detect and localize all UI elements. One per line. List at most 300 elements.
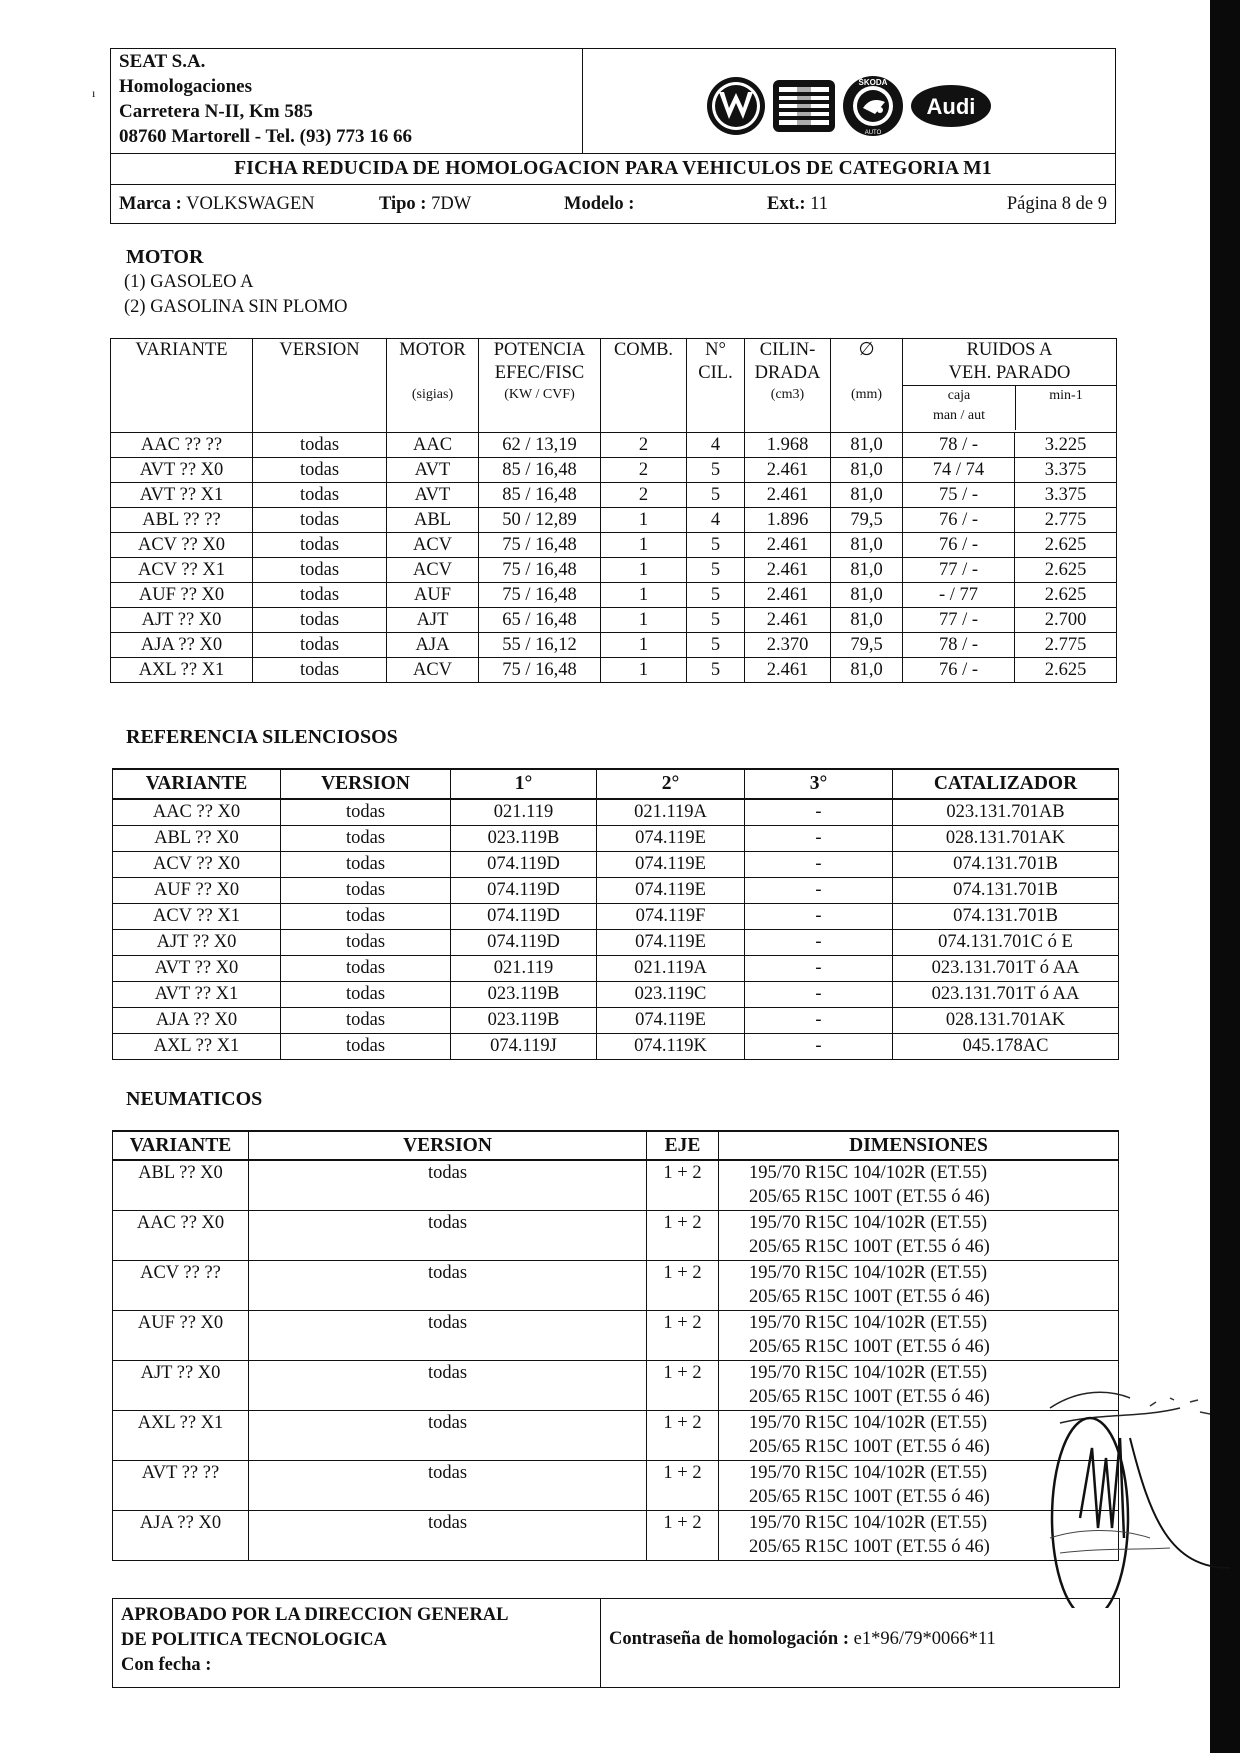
motor-cell: 2.775 — [1015, 508, 1117, 533]
brand-logos — [583, 49, 1115, 153]
silenciosos-cell: 023.119C — [597, 982, 745, 1008]
motor-cell: 2 — [601, 458, 687, 483]
page-number: Página 8 de 9 — [1006, 194, 1107, 214]
motor-cell: 75 / 16,48 — [479, 583, 601, 608]
motor-cell: 50 / 12,89 — [479, 508, 601, 533]
motor-table-body — [111, 433, 1117, 683]
motor-cell: AJA — [387, 633, 479, 658]
neumaticos-header-cell: DIMENSIONES — [719, 1131, 1119, 1160]
motor-cell: 77 / - — [903, 558, 1015, 583]
motor-row — [111, 558, 1117, 583]
motor-cell: 2.775 — [1015, 633, 1117, 658]
motor-cell: 1 — [601, 633, 687, 658]
col-ruidos-label: RUIDOS A — [966, 340, 1053, 360]
col-ruidos — [903, 339, 1117, 433]
col-comb: COMB. — [601, 339, 687, 433]
silenciosos-header-cell: 1° — [451, 769, 597, 799]
motor-cell: 76 / - — [903, 658, 1015, 683]
silenciosos-cell: 074.131.701B — [893, 904, 1119, 930]
motor-cell: AAC — [387, 433, 479, 458]
motor-cell: AJT — [387, 608, 479, 633]
approval-date-label: Con fecha : — [121, 1655, 212, 1675]
silenciosos-cell: 074.131.701B — [893, 852, 1119, 878]
silenciosos-row — [113, 799, 1119, 826]
motor-cell: ACV — [387, 533, 479, 558]
motor-cell: - / 77 — [903, 583, 1015, 608]
motor-cell: AJA ?? X0 — [111, 633, 253, 658]
silenciosos-cell: 074.119K — [597, 1034, 745, 1060]
motor-cell: todas — [253, 533, 387, 558]
silenciosos-row — [113, 852, 1119, 878]
tyre-dimension: 195/70 R15C 104/102R (ET.55) — [749, 1263, 988, 1283]
motor-cell: AAC ?? ?? — [111, 433, 253, 458]
tyre-dimension: 195/70 R15C 104/102R (ET.55) — [749, 1213, 988, 1233]
neumaticos-cell: todas — [249, 1261, 647, 1311]
tyre-dimension: 205/65 R15C 100T (ET.55 ó 46) — [749, 1537, 990, 1557]
neumaticos-section-title: NEUMATICOS — [126, 1088, 263, 1110]
approval-box — [112, 1598, 1120, 1688]
tyre-dimension: 205/65 R15C 100T (ET.55 ó 46) — [749, 1487, 990, 1507]
neumaticos-cell: AJT ?? X0 — [113, 1361, 249, 1411]
neumaticos-cell: AXL ?? X1 — [113, 1411, 249, 1461]
motor-cell: 81,0 — [831, 658, 903, 683]
neumaticos-cell: todas — [249, 1160, 647, 1211]
col-potencia-label: POTENCIA — [493, 340, 586, 360]
silenciosos-cell: - — [745, 852, 893, 878]
col-min-label: min-1 — [1049, 388, 1083, 403]
motor-row — [111, 583, 1117, 608]
audi-logo — [909, 82, 993, 130]
neumaticos-row — [113, 1511, 1119, 1561]
silenciosos-row — [113, 1034, 1119, 1060]
col-motor-label: MOTOR — [399, 340, 466, 360]
silenciosos-cell: todas — [281, 852, 451, 878]
company-address — [111, 49, 583, 153]
silenciosos-cell: 074.119D — [451, 930, 597, 956]
silenciosos-cell: todas — [281, 799, 451, 826]
silenciosos-cell: 028.131.701AK — [893, 1008, 1119, 1034]
motor-row — [111, 483, 1117, 508]
motor-row — [111, 633, 1117, 658]
silenciosos-row — [113, 930, 1119, 956]
col-motor — [387, 339, 479, 433]
silenciosos-cell: - — [745, 878, 893, 904]
silenciosos-cell: 074.131.701B — [893, 878, 1119, 904]
neumaticos-cell: AVT ?? ?? — [113, 1461, 249, 1511]
tyre-dimension: 205/65 R15C 100T (ET.55 ó 46) — [749, 1187, 990, 1207]
motor-cell: todas — [253, 658, 387, 683]
motor-cell: 5 — [687, 583, 745, 608]
silenciosos-cell: ACV ?? X0 — [113, 852, 281, 878]
col-ncil-label2: CIL. — [698, 363, 733, 383]
col-version: VERSION — [253, 339, 387, 433]
marca-label: Marca : — [119, 194, 182, 214]
neumaticos-cell: 1 + 2 — [647, 1211, 719, 1261]
company-line: SEAT S.A. — [119, 51, 206, 72]
silenciosos-cell: AVT ?? X1 — [113, 982, 281, 1008]
neumaticos-cell: todas — [249, 1411, 647, 1461]
homologation-password-label: Contraseña de homologación : — [609, 1629, 849, 1649]
neumaticos-row — [113, 1211, 1119, 1261]
marca-value: VOLKSWAGEN — [186, 194, 315, 214]
audi-logo-text: Audi — [926, 94, 976, 119]
skoda-logo — [841, 74, 905, 138]
neumaticos-dimensions-cell — [719, 1160, 1119, 1211]
motor-cell: 2 — [601, 433, 687, 458]
silenciosos-cell: AAC ?? X0 — [113, 799, 281, 826]
silenciosos-row — [113, 826, 1119, 852]
motor-cell: ACV — [387, 658, 479, 683]
motor-cell: 2.461 — [745, 558, 831, 583]
silenciosos-cell: 074.119E — [597, 1008, 745, 1034]
motor-cell: 81,0 — [831, 558, 903, 583]
silenciosos-header-cell: VARIANTE — [113, 769, 281, 799]
col-ruidos-label2: VEH. PARADO — [948, 363, 1071, 383]
motor-cell: 4 — [687, 508, 745, 533]
motor-cell: 81,0 — [831, 533, 903, 558]
silenciosos-cell: 074.119E — [597, 878, 745, 904]
silenciosos-cell: 074.119D — [451, 904, 597, 930]
motor-cell: 2.461 — [745, 533, 831, 558]
neumaticos-row — [113, 1160, 1119, 1211]
motor-cell: 75 / - — [903, 483, 1015, 508]
tyre-dimension: 205/65 R15C 100T (ET.55 ó 46) — [749, 1287, 990, 1307]
silenciosos-cell: 021.119 — [451, 956, 597, 982]
motor-cell: 2.461 — [745, 483, 831, 508]
motor-cell: ACV ?? X1 — [111, 558, 253, 583]
approval-line: DE POLITICA TECNOLOGICA — [121, 1630, 387, 1650]
silenciosos-cell: 074.119D — [451, 878, 597, 904]
silenciosos-row — [113, 904, 1119, 930]
motor-cell: 5 — [687, 483, 745, 508]
silenciosos-cell: AXL ?? X1 — [113, 1034, 281, 1060]
neumaticos-dimensions-cell — [719, 1211, 1119, 1261]
neumaticos-dimensions-cell — [719, 1261, 1119, 1311]
silenciosos-cell: 074.119E — [597, 826, 745, 852]
motor-cell: todas — [253, 433, 387, 458]
motor-cell: 2.461 — [745, 608, 831, 633]
neumaticos-row — [113, 1261, 1119, 1311]
motor-cell: todas — [253, 508, 387, 533]
silenciosos-row — [113, 1008, 1119, 1034]
motor-cell: 1.896 — [745, 508, 831, 533]
neumaticos-cell: todas — [249, 1311, 647, 1361]
motor-cell: 5 — [687, 633, 745, 658]
motor-cell: ABL ?? ?? — [111, 508, 253, 533]
motor-cell: AVT — [387, 483, 479, 508]
silenciosos-cell: - — [745, 1008, 893, 1034]
neumaticos-cell: 1 + 2 — [647, 1411, 719, 1461]
motor-cell: 2.625 — [1015, 558, 1117, 583]
motor-cell: 79,5 — [831, 508, 903, 533]
silenciosos-cell: 045.178AC — [893, 1034, 1119, 1060]
silenciosos-row — [113, 982, 1119, 1008]
motor-cell: 1 — [601, 583, 687, 608]
motor-cell: 1 — [601, 533, 687, 558]
ext-label: Ext.: — [767, 194, 806, 214]
motor-cell: 78 / - — [903, 433, 1015, 458]
col-motor-unit: (sigias) — [411, 387, 454, 402]
motor-cell: 1 — [601, 558, 687, 583]
skoda-logo-subtext: AUTO — [864, 130, 882, 136]
silenciosos-header-cell: 2° — [597, 769, 745, 799]
motor-cell: AVT ?? X0 — [111, 458, 253, 483]
neumaticos-row — [113, 1411, 1119, 1461]
col-cilindrada-label2: DRADA — [754, 363, 821, 383]
motor-cell: 5 — [687, 558, 745, 583]
motor-cell: 3.375 — [1015, 483, 1117, 508]
company-line: 08760 Martorell - Tel. (93) 773 16 66 — [119, 126, 413, 147]
tipo-label: Tipo : — [379, 194, 427, 214]
silenciosos-cell: todas — [281, 904, 451, 930]
silenciosos-cell: 074.119E — [597, 852, 745, 878]
motor-cell: todas — [253, 583, 387, 608]
col-caja-label2: man / aut — [932, 408, 986, 423]
motor-cell: 75 / 16,48 — [479, 558, 601, 583]
neumaticos-cell: AUF ?? X0 — [113, 1311, 249, 1361]
motor-row — [111, 608, 1117, 633]
motor-cell: 2.461 — [745, 658, 831, 683]
silenciosos-cell: todas — [281, 1034, 451, 1060]
motor-cell: 78 / - — [903, 633, 1015, 658]
motor-cell: 2.370 — [745, 633, 831, 658]
silenciosos-cell: 074.119F — [597, 904, 745, 930]
tyre-dimension: 195/70 R15C 104/102R (ET.55) — [749, 1163, 988, 1183]
document-title: FICHA REDUCIDA DE HOMOLOGACION PARA VEHICULOS DE CATEGORIA M1 — [111, 153, 1115, 185]
silenciosos-cell: 021.119 — [451, 799, 597, 826]
motor-cell: 76 / - — [903, 508, 1015, 533]
silenciosos-cell: ACV ?? X1 — [113, 904, 281, 930]
motor-cell: 3.375 — [1015, 458, 1117, 483]
motor-cell: 74 / 74 — [903, 458, 1015, 483]
motor-cell: 77 / - — [903, 608, 1015, 633]
neumaticos-cell: AAC ?? X0 — [113, 1211, 249, 1261]
motor-cell: todas — [253, 558, 387, 583]
neumaticos-cell: AJA ?? X0 — [113, 1511, 249, 1561]
motor-note: (1) GASOLEO A — [124, 272, 254, 292]
col-cilindrada-label: CILIN- — [759, 340, 816, 360]
motor-cell: 5 — [687, 533, 745, 558]
col-diametro — [831, 339, 903, 433]
motor-cell: todas — [253, 483, 387, 508]
col-cilindrada — [745, 339, 831, 433]
neumaticos-cell: 1 + 2 — [647, 1361, 719, 1411]
motor-cell: todas — [253, 633, 387, 658]
motor-cell: AJT ?? X0 — [111, 608, 253, 633]
silenciosos-cell: - — [745, 982, 893, 1008]
silenciosos-cell: todas — [281, 956, 451, 982]
silenciosos-cell: AVT ?? X0 — [113, 956, 281, 982]
col-potencia-unit: (KW / CVF) — [504, 387, 575, 402]
tyre-dimension: 205/65 R15C 100T (ET.55 ó 46) — [749, 1387, 990, 1407]
signature-stamp — [1040, 1378, 1240, 1608]
col-caja-label: caja — [947, 388, 971, 403]
homologation-password — [609, 1629, 996, 1650]
motor-cell: 2.461 — [745, 458, 831, 483]
neumaticos-cell: ABL ?? X0 — [113, 1160, 249, 1211]
motor-row — [111, 458, 1117, 483]
silenciosos-cell: 023.131.701AB — [893, 799, 1119, 826]
silenciosos-header-cell: CATALIZADOR — [893, 769, 1119, 799]
approval-authority — [113, 1599, 601, 1687]
neumaticos-cell: 1 + 2 — [647, 1461, 719, 1511]
silenciosos-cell: AJT ?? X0 — [113, 930, 281, 956]
col-diametro-unit: (mm) — [850, 387, 883, 402]
motor-cell: 81,0 — [831, 583, 903, 608]
tyre-dimension: 205/65 R15C 100T (ET.55 ó 46) — [749, 1437, 990, 1457]
tyre-dimension: 195/70 R15C 104/102R (ET.55) — [749, 1313, 988, 1333]
silenciosos-cell: todas — [281, 982, 451, 1008]
silenciosos-cell: 021.119A — [597, 956, 745, 982]
col-cilindrada-unit: (cm3) — [770, 387, 805, 402]
motor-table — [110, 338, 1117, 683]
approval-line: APROBADO POR LA DIRECCION GENERAL — [121, 1605, 509, 1625]
motor-cell: 4 — [687, 433, 745, 458]
motor-cell: 2 — [601, 483, 687, 508]
silenciosos-cell: 023.131.701T ó AA — [893, 982, 1119, 1008]
silenciosos-cell: todas — [281, 1008, 451, 1034]
neumaticos-cell: todas — [249, 1211, 647, 1261]
neumaticos-cell: todas — [249, 1361, 647, 1411]
motor-cell: 76 / - — [903, 533, 1015, 558]
motor-cell: 3.225 — [1015, 433, 1117, 458]
neumaticos-row — [113, 1361, 1119, 1411]
motor-cell: 1 — [601, 658, 687, 683]
silenciosos-cell: 023.131.701T ó AA — [893, 956, 1119, 982]
motor-cell: 81,0 — [831, 483, 903, 508]
neumaticos-cell: 1 + 2 — [647, 1511, 719, 1561]
silenciosos-table — [112, 768, 1119, 1060]
silenciosos-cell: todas — [281, 930, 451, 956]
motor-cell: 55 / 16,12 — [479, 633, 601, 658]
stray-mark: ı — [92, 86, 96, 100]
motor-cell: todas — [253, 608, 387, 633]
motor-note: (2) GASOLINA SIN PLOMO — [124, 297, 348, 317]
neumaticos-table-body — [113, 1160, 1119, 1561]
silenciosos-cell: 074.119J — [451, 1034, 597, 1060]
silenciosos-cell: ABL ?? X0 — [113, 826, 281, 852]
motor-cell: todas — [253, 458, 387, 483]
col-potencia — [479, 339, 601, 433]
neumaticos-cell: todas — [249, 1511, 647, 1561]
silenciosos-cell: todas — [281, 878, 451, 904]
motor-row — [111, 433, 1117, 458]
col-ncil-label: N° — [705, 340, 726, 360]
silenciosos-cell: 023.119B — [451, 826, 597, 852]
motor-cell: 2.700 — [1015, 608, 1117, 633]
silenciosos-cell: 074.131.701C ó E — [893, 930, 1119, 956]
vehicle-meta — [111, 185, 1115, 223]
motor-cell: ACV ?? X0 — [111, 533, 253, 558]
silenciosos-header-cell: 3° — [745, 769, 893, 799]
homologation-password-value: e1*96/79*0066*11 — [853, 1629, 996, 1649]
tyre-dimension: 195/70 R15C 104/102R (ET.55) — [749, 1463, 988, 1483]
silenciosos-cell: - — [745, 826, 893, 852]
motor-cell: 2.625 — [1015, 583, 1117, 608]
tyre-dimension: 195/70 R15C 104/102R (ET.55) — [749, 1513, 988, 1533]
motor-cell: 1 — [601, 608, 687, 633]
motor-cell: 75 / 16,48 — [479, 658, 601, 683]
motor-cell: 85 / 16,48 — [479, 458, 601, 483]
motor-cell: 81,0 — [831, 433, 903, 458]
silenciosos-cell: - — [745, 799, 893, 826]
diameter-icon: ∅ — [858, 340, 875, 360]
motor-cell: AVT ?? X1 — [111, 483, 253, 508]
skoda-logo-text: ŠKODA — [858, 78, 888, 87]
neumaticos-dimensions-cell — [719, 1311, 1119, 1361]
neumaticos-cell: 1 + 2 — [647, 1311, 719, 1361]
tyre-dimension: 205/65 R15C 100T (ET.55 ó 46) — [749, 1337, 990, 1357]
silenciosos-cell: 028.131.701AK — [893, 826, 1119, 852]
silenciosos-cell: 074.119D — [451, 852, 597, 878]
tyre-dimension: 195/70 R15C 104/102R (ET.55) — [749, 1363, 988, 1383]
motor-cell: 79,5 — [831, 633, 903, 658]
silenciosos-cell: AUF ?? X0 — [113, 878, 281, 904]
company-line: Carretera N-II, Km 585 — [119, 101, 313, 122]
neumaticos-header-cell: VARIANTE — [113, 1131, 249, 1160]
neumaticos-cell: 1 + 2 — [647, 1261, 719, 1311]
vw-logo — [705, 75, 767, 137]
motor-cell: 81,0 — [831, 608, 903, 633]
motor-cell: 2.461 — [745, 583, 831, 608]
motor-cell: 62 / 13,19 — [479, 433, 601, 458]
silenciosos-section-title: REFERENCIA SILENCIOSOS — [126, 726, 398, 748]
silenciosos-cell: 023.119B — [451, 982, 597, 1008]
motor-cell: AVT — [387, 458, 479, 483]
motor-cell: 2.625 — [1015, 658, 1117, 683]
motor-cell: ABL — [387, 508, 479, 533]
motor-section-title: MOTOR — [126, 246, 204, 268]
neumaticos-cell: 1 + 2 — [647, 1160, 719, 1211]
silenciosos-cell: 021.119A — [597, 799, 745, 826]
seat-logo — [771, 78, 837, 134]
silenciosos-cell: - — [745, 1034, 893, 1060]
silenciosos-header-row — [113, 769, 1119, 799]
col-variante: VARIANTE — [111, 339, 253, 433]
silenciosos-cell: AJA ?? X0 — [113, 1008, 281, 1034]
tyre-dimension: 195/70 R15C 104/102R (ET.55) — [749, 1413, 988, 1433]
silenciosos-cell: 074.119E — [597, 930, 745, 956]
modelo-label: Modelo : — [564, 194, 635, 214]
motor-cell: AXL ?? X1 — [111, 658, 253, 683]
silenciosos-row — [113, 878, 1119, 904]
silenciosos-cell: - — [745, 930, 893, 956]
motor-cell: 81,0 — [831, 458, 903, 483]
motor-cell: AUF — [387, 583, 479, 608]
motor-cell: 5 — [687, 458, 745, 483]
neumaticos-cell: ACV ?? ?? — [113, 1261, 249, 1311]
tipo-value: 7DW — [431, 194, 472, 214]
motor-cell: AUF ?? X0 — [111, 583, 253, 608]
motor-cell: 5 — [687, 658, 745, 683]
ext-value: 11 — [810, 194, 828, 214]
motor-cell: 75 / 16,48 — [479, 533, 601, 558]
col-potencia-label2: EFEC/FISC — [494, 363, 585, 383]
silenciosos-cell: 023.119B — [451, 1008, 597, 1034]
motor-cell: 65 / 16,48 — [479, 608, 601, 633]
motor-row — [111, 533, 1117, 558]
silenciosos-cell: - — [745, 904, 893, 930]
neumaticos-header-row — [113, 1131, 1119, 1160]
silenciosos-header-cell: VERSION — [281, 769, 451, 799]
neumaticos-header-cell: VERSION — [249, 1131, 647, 1160]
motor-cell: 1 — [601, 508, 687, 533]
motor-cell: 1.968 — [745, 433, 831, 458]
silenciosos-cell: - — [745, 956, 893, 982]
motor-row — [111, 658, 1117, 683]
neumaticos-row — [113, 1311, 1119, 1361]
company-line: Homologaciones — [119, 76, 252, 97]
